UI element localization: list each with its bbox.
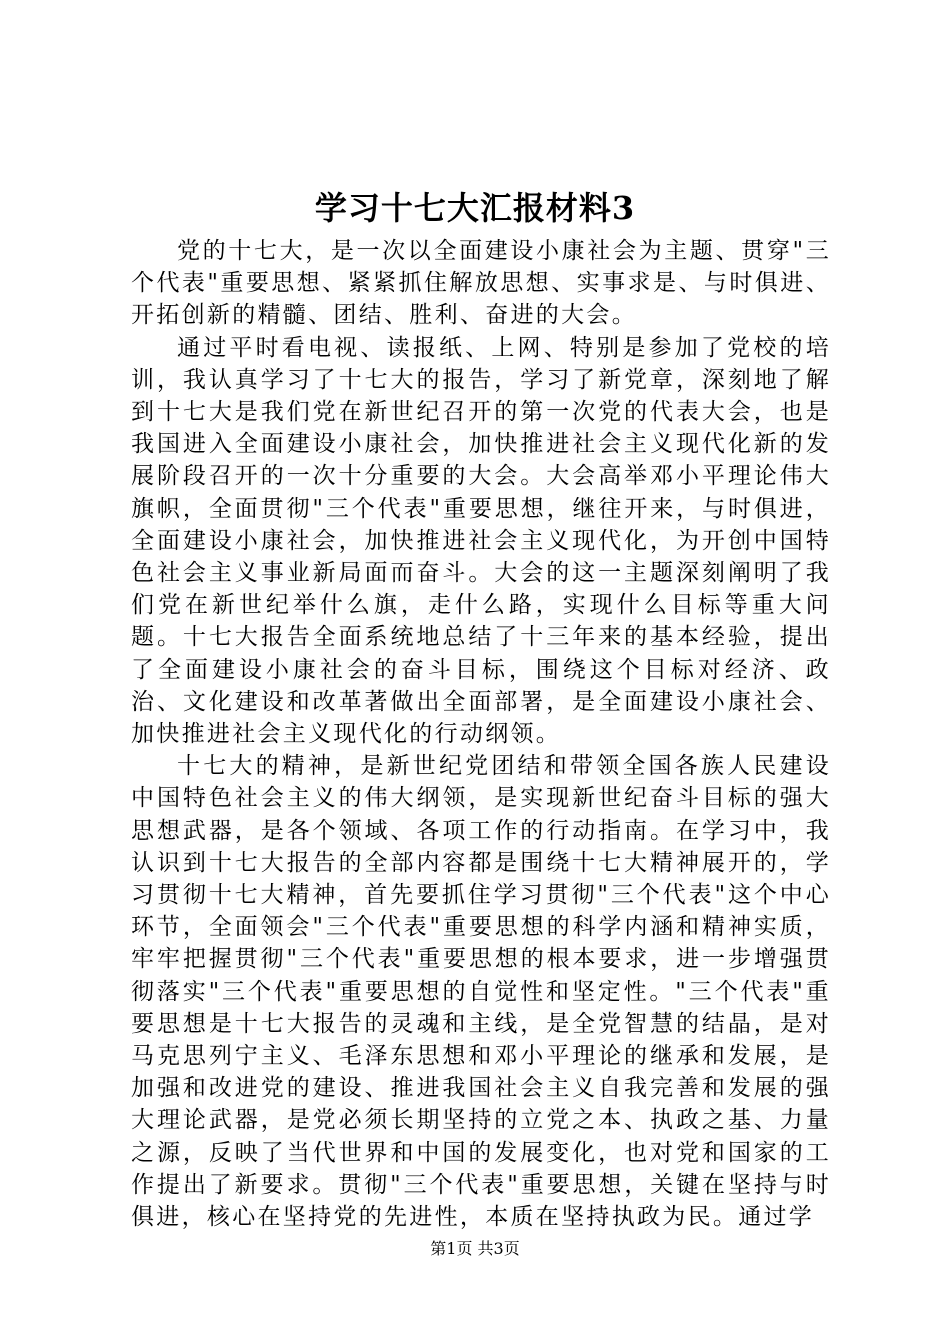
- document-title: 学习十七大汇报材料3: [314, 189, 636, 227]
- page-footer: [0, 1238, 950, 1260]
- paragraph: 党的十七大，是一次以全面建设小康社会为主题、贯穿"三个代表"重要思想、紧紧抓住解放思想、实事求是、与时俱进、开拓创新的精髓、团结、胜利、奋进的大会。: [131, 238, 831, 329]
- document-body: [131, 235, 831, 1233]
- page-total: 共3页: [477, 1239, 520, 1258]
- paragraph: 十七大的精神，是新世纪党团结和带领全国各族人民建设中国特色社会主义的伟大纲领，是实现新世纪奋斗目标的强大思想武器，是各个领域、各项工作的行动指南。在学习中，我认识到十七大报告的全部内容都是围绕十七大精神展开的，学习贯彻十七大精神，首先要抓住学习贯彻"三个代表"这个中心环节，全面领会"三个代表"重要思想的科学内涵和精神实质，牢牢把握贯彻"三个代表"重要思想的根本要求，进一步增强贯彻落实"三个代表"重要思想的自觉性和坚定性。"三个代表"重要思想是十七大报告的灵魂和主线，是全党智慧的结晶，是对马克思列宁主义、毛泽东思想和邓小平理论的继承和发展，是加强和改进党的建设、推进我国社会主义自我完善和发展的强大理论武器，是党必须长期坚持的立党之本、执政之基、力量之源，反映了当代世界和中国的发展变化，也对党和国家的工作提出了新要求。贯彻"三个代表"重要思想，关键在坚持与时俱进，核心在坚持党的先进性，本质在坚持执政为民。通过学: [131, 753, 831, 1231]
- paragraph: 通过平时看电视、读报纸、上网、特别是参加了党校的培训，我认真学习了十七大的报告，学习了新党章，深刻地了解到十七大是我们党在新世纪召开的第一次党的代表大会，也是我国进入全面建设小康社会，加快推进社会主义现代化新的发展阶段召开的一次十分重要的大会。大会高举邓小平理论伟大旗帜，全面贯彻"三个代表"重要思想，继往开来，与时俱进，全面建设小康社会，加快推进社会主义现代化，为开创中国特色社会主义事业新局面而奋斗。大会的这一主题深刻阐明了我们党在新世纪举什么旗，走什么路，实现什么目标等重大问题。十七大报告全面系统地总结了十三年来的基本经验，提出了全面建设小康社会的奋斗目标，围绕这个目标对经济、政治、文化建设和改革著做出全面部署，是全面建设小康社会、加快推进社会主义现代化的行动纲领。: [131, 334, 831, 748]
- page-number: 第1页: [430, 1239, 473, 1258]
